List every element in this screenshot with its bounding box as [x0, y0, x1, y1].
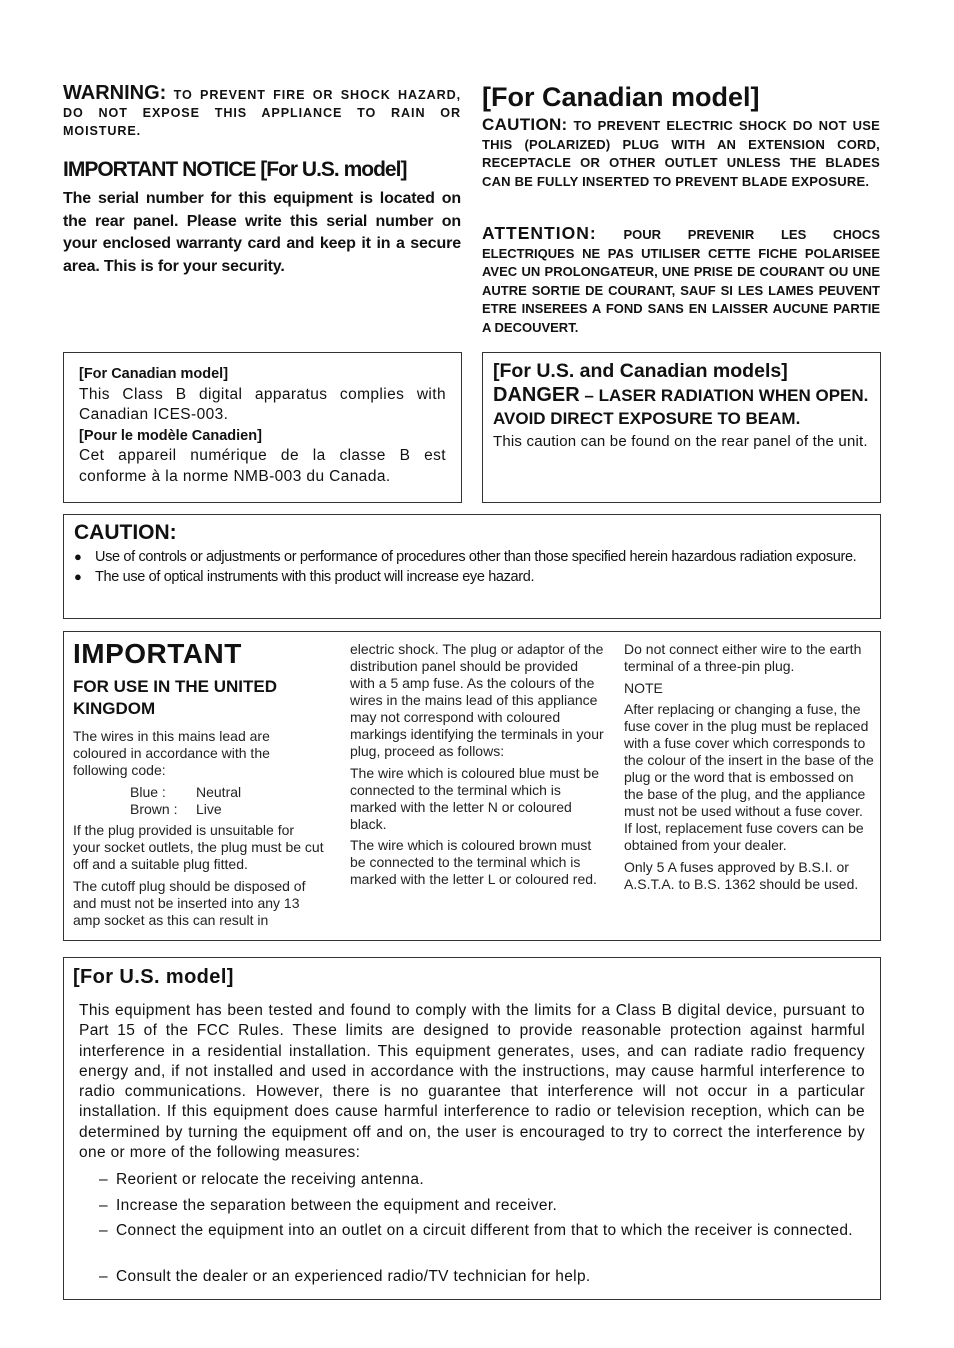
wire-code-value: Neutral: [196, 783, 242, 800]
ices-text-en: This Class B digital apparatus complies with Canadian ICES-003.: [79, 385, 446, 423]
danger-heading: [For U.S. and Canadian models]: [493, 360, 788, 382]
wire-code-key: Brown :: [130, 800, 178, 817]
uk-title: IMPORTANT: [73, 638, 242, 669]
caution-item-text: The use of optical instruments with this product will increase eye hazard.: [95, 569, 535, 585]
wire-code-row: [73, 784, 325, 801]
laser-caution-box: [63, 514, 881, 619]
wire-code-key: Blue :: [130, 783, 166, 800]
bullet-icon: ●: [74, 569, 82, 584]
ices-compliance-box: [63, 352, 462, 503]
canadian-caution: [482, 116, 880, 191]
uk-paragraph: The wires in this mains lead are coloured in accordance with the following code:: [73, 728, 270, 778]
canadian-caution-label: CAUTION:: [482, 115, 568, 134]
fcc-measure: [99, 1267, 865, 1287]
fcc-box: [63, 957, 881, 1300]
ices-text-fr: Cet appareil numérique de la classe B est conforme à la norme NMB-003 du Canada.: [79, 447, 446, 485]
fcc-measure-text: Reorient or relocate the receiving antenna.: [116, 1171, 425, 1188]
bullet-icon: ●: [74, 549, 82, 564]
uk-paragraph: The wire which is coloured brown must be connected to the terminal which is marked with the letter L or coloured red.: [350, 837, 597, 887]
us-notice-title: IMPORTANT NOTICE [For U.S. model]: [63, 158, 407, 181]
fcc-measure-text: Consult the dealer or an experienced radio/TV technician for help.: [116, 1268, 591, 1285]
caution-heading: CAUTION:: [74, 521, 177, 544]
uk-paragraph: Do not connect either wire to the earth terminal of a three-pin plug.: [624, 641, 862, 674]
ices-heading-en: [For Canadian model]: [79, 366, 229, 382]
uk-column-1: [73, 728, 325, 933]
caution-item-text: Use of controls or adjustments or performance of procedures other than those specified herein hazardous radiation exposure.: [95, 549, 857, 565]
warning-notice: [63, 84, 461, 140]
danger-note: This caution can be found on the rear panel of the unit.: [493, 433, 868, 450]
warning-text: TO PREVENT FIRE OR SHOCK HAZARD, DO NOT EXPOSE THIS APPLIANCE TO RAIN OR MOISTURE.: [63, 88, 461, 138]
fcc-measure-text: Increase the separation between the equipment and receiver.: [116, 1197, 558, 1214]
uk-paragraph: Only 5 A fuses approved by B.S.I. or A.S.T.A. to B.S. 1362 should be used.: [624, 858, 859, 892]
canadian-attention-label: ATTENTION:: [482, 223, 597, 243]
dash-icon: –: [99, 1197, 108, 1214]
fcc-title: [For U.S. model]: [73, 966, 234, 988]
uk-paragraph: The cutoff plug should be disposed of and must not be inserted into any 13 amp socket as this can result in: [73, 877, 306, 928]
canadian-title: [For Canadian model]: [482, 82, 760, 112]
fcc-measure: [99, 1196, 865, 1216]
uk-paragraph: electric shock. The plug or adaptor of the distribution panel should be provided with a 5 amp fuse. As the colours of the wires in the mains lead of this appliance may not correspond with coloured markings identifying the terminals in your plug, proceed as follows:: [350, 641, 604, 759]
uk-paragraph: If the plug provided is unsuitable for your socket outlets, the plug must be cut off and a suitable plug fitted.: [73, 822, 324, 872]
dash-icon: –: [99, 1171, 108, 1188]
fcc-measure: [99, 1170, 865, 1190]
us-notice-body: The serial number for this equipment is located on the rear panel. Please write this serial number on your enclosed warranty card and keep it in a secure area. This is for your security.: [63, 190, 461, 275]
danger-label: DANGER: [493, 384, 580, 406]
uk-paragraph: After replacing or changing a fuse, the fuse cover in the plug must be replaced with a fuse cover which corresponds to the colour of the insert in the base of the plug or the word that is embossed on the base of the plug, and the appliance must not be used without a fuse cover. If lost, replacement fuse covers can be obtained from your dealer.: [624, 701, 874, 853]
uk-column-3: [624, 641, 874, 897]
danger-text: – LASER RADIATION WHEN OPEN. AVOID DIRECT EXPOSURE TO BEAM.: [493, 386, 869, 428]
fcc-measure-text: Connect the equipment into an outlet on a circuit different from that to which the receiver is connected.: [116, 1222, 853, 1239]
warning-label: WARNING:: [63, 82, 167, 104]
dash-icon: –: [99, 1268, 108, 1285]
uk-paragraph: The wire which is coloured blue must be connected to the terminal which is marked with the letter N or coloured black.: [350, 764, 600, 832]
uk-subtitle: FOR USE IN THE UNITED KINGDOM: [73, 677, 278, 718]
uk-column-2: [350, 641, 605, 893]
ices-heading-fr: [Pour le modèle Canadien]: [79, 427, 262, 444]
canadian-caution-text: TO PREVENT ELECTRIC SHOCK DO NOT USE THIS (POLARIZED) PLUG WITH AN EXTENSION CORD, RECEPTACLE OR OTHER OUTLET UNLESS THE BLADES CAN BE FULLY INSERTED TO PREVENT BLADE EXPOSURE.: [482, 118, 880, 189]
laser-danger-box: [482, 352, 881, 503]
wire-code-row: [73, 801, 325, 818]
fcc-body: This equipment has been tested and found to comply with the limits for a Class B digital device, pursuant to Part 15 of the FCC Rules. These limits are designed to provide reasonable protection against harmful interference in a residential installation. This equipment generates, uses, and can radiate radio frequency energy and, if not installed and used in accordance with the instructions, may cause harmful interference to radio communications. However, there is no guarantee that interference will not occur in a particular installation. If this equipment does cause harmful interference to radio or television reception, which can be determined by turning the equipment off and on, the user is encouraged to try to correct the interference by one or more of the following measures:: [79, 1002, 865, 1162]
dash-icon: –: [99, 1222, 108, 1239]
wire-code-value: Live: [196, 800, 222, 817]
caution-item: [74, 567, 870, 587]
canadian-attention: [482, 224, 880, 337]
danger-warning: [493, 384, 870, 430]
uk-important-box: [63, 631, 881, 941]
fcc-measure: [99, 1221, 865, 1241]
caution-item: [74, 547, 870, 567]
canadian-attention-text: POUR PREVENIR LES CHOCS ELECTRIQUES NE PAS UTILISER CETTE FICHE POLARISEE AVEC UN PROLONGATEUR, UNE PRISE DE COURANT OU UNE AUTRE SORTIE DE COURANT, SAUF SI LES LAMES PEUVENT ETRE INSEREES A FOND SANS EN LAISSER AUCUNE PARTIE A DECOUVERT.: [482, 227, 880, 335]
uk-note-label: NOTE: [624, 679, 663, 696]
